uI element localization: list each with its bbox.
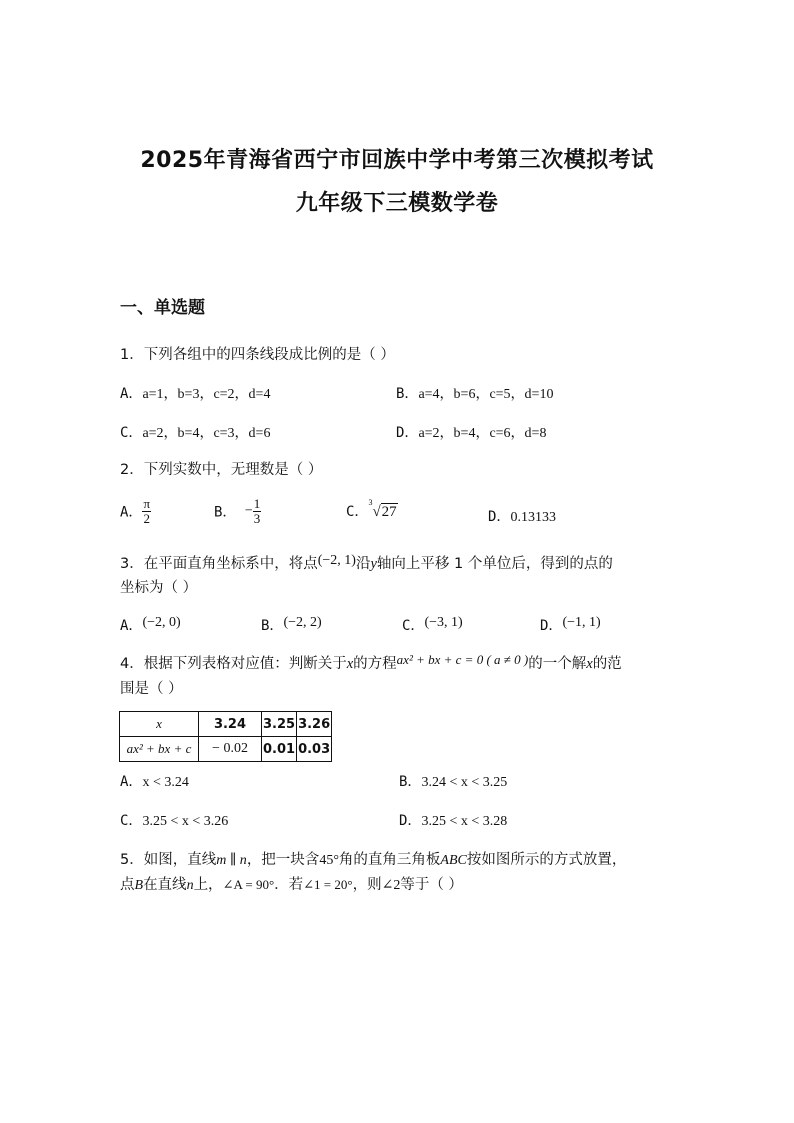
table-cell: 3.26 [297, 712, 332, 737]
q3-axis: y [370, 556, 377, 572]
q5-line2-b: 在直线 [143, 877, 187, 893]
q2-option-c-letter: C． [346, 504, 369, 520]
q3-option-c-text: (−3, 1) [424, 615, 463, 630]
q3-option-a-text: (−2, 0) [142, 615, 181, 630]
q1-option-d-letter: D． [396, 425, 419, 441]
q1-option-d [396, 422, 546, 442]
q5-triangle: ABC [440, 853, 467, 868]
q3-stem-b: 沿 [355, 556, 371, 572]
q1-option-b [396, 383, 553, 403]
exam-title-line2: 九年级下三模数学卷 [295, 191, 499, 216]
q1-option-c [120, 422, 270, 442]
q2-option-a-letter: A． [120, 504, 143, 521]
q4-option-d-text: 3.25 < x < 3.28 [421, 814, 508, 829]
q2-option-d-letter: D． [488, 509, 511, 525]
q4-option-b-text: 3.24 < x < 3.25 [421, 775, 508, 790]
q4-option-b-letter: B． [399, 774, 422, 790]
q2-option-a-den: 2 [143, 511, 150, 526]
q4-option-c-letter: C． [120, 813, 143, 829]
q3-option-b-text: (−2, 2) [283, 615, 322, 630]
q5-line2-c: 上， [193, 877, 223, 893]
table-cell: − 0.02 [199, 737, 262, 762]
q1-stem: 1．下列各组中的四条线段成比例的是（ ） [120, 347, 395, 363]
q4-stem-line1 [120, 652, 622, 673]
q3-option-d-text: (−1, 1) [562, 615, 601, 630]
table-cell: 0.01 [262, 737, 297, 762]
q2-option-b [214, 497, 261, 526]
q2-option-b-fraction [253, 497, 262, 526]
table-row [120, 737, 332, 762]
q4-option-a-letter: A． [120, 774, 143, 790]
q3-stem-c: 轴向上平移 1 个单位后，得到的点的 [376, 556, 613, 572]
q3-option-a [120, 615, 181, 635]
q2-option-c-radicand: 27 [381, 504, 397, 520]
q5-line-n: n [186, 878, 194, 893]
q1-option-a [120, 383, 270, 403]
table-cell: 0.03 [297, 737, 332, 762]
q3-option-c [402, 615, 463, 635]
q3-option-c-letter: C． [402, 618, 425, 634]
table-row [120, 712, 332, 737]
q5-line1-b: ，把一块含 [246, 852, 320, 868]
q4-option-a [120, 771, 189, 791]
q4-option-d-letter: D． [399, 813, 422, 829]
q5-parallel: m ∥ n [216, 853, 247, 868]
q2-option-b-num: 1 [253, 496, 261, 511]
q1-option-b-text: a=4，b=6，c=5，d=10 [418, 387, 554, 402]
q2-stem: 2．下列实数中，无理数是（ ） [120, 462, 323, 478]
q4-stem-b: 的方程 [353, 656, 397, 672]
q1-option-c-letter: C． [120, 425, 143, 441]
q2-option-d-text: 0.13133 [510, 510, 556, 525]
q3-point: (−2, 1) [317, 553, 356, 568]
table-cell: x [120, 712, 199, 737]
radical-sign-icon: √ [372, 504, 381, 520]
q4-stem-d: 的范 [592, 656, 622, 672]
q3-stem-line2: 坐标为（ ） [120, 580, 198, 596]
table-cell: 3.24 [199, 712, 262, 737]
q2-option-b-den: 3 [253, 511, 261, 526]
q2-option-c [346, 498, 398, 521]
section-heading: 一、单选题 [120, 298, 205, 318]
q1-option-c-text: a=2，b=4，c=3，d=6 [142, 426, 271, 441]
q4-value-table [119, 711, 332, 762]
q3-stem-a: 3．在平面直角坐标系中，将点 [120, 556, 318, 572]
q4-option-d [399, 810, 507, 830]
q1-option-a-letter: A． [120, 386, 143, 402]
q4-option-a-text: x < 3.24 [142, 775, 189, 790]
q4-equation: ax² + bx + c = 0 ( a ≠ 0 ) [396, 652, 529, 667]
q2-option-a [120, 497, 151, 526]
q5-angle-2: ∠2 [381, 878, 401, 893]
exam-title-line1: 2025年青海省西宁市回族中学中考第三次模拟考试 [140, 148, 654, 173]
q5-line1-d: 按如图所示的方式放置， [466, 852, 627, 868]
q5-angle-a: ∠A = 90° [222, 877, 275, 892]
q1-option-d-text: a=2，b=4，c=6，d=8 [418, 426, 547, 441]
q3-option-b-letter: B． [261, 618, 284, 634]
q2-option-a-fraction [142, 497, 151, 526]
q2-option-b-letter: B． [214, 504, 237, 521]
q3-option-b [261, 615, 322, 635]
q5-line1-a: 5．如图，直线 [120, 852, 217, 868]
q5-angle-1: ∠1 = 20° [303, 877, 353, 892]
q4-stem-a: 4．根据下列表格对应值：判断关于 [120, 656, 347, 672]
q3-option-d [540, 615, 601, 635]
q2-option-c-index: 3 [368, 498, 373, 507]
q5-line2-f: 等于（ ） [400, 877, 463, 893]
q5-line2-d: ．若 [274, 877, 304, 893]
q4-option-c [120, 810, 228, 830]
q4-stem-line2: 围是（ ） [120, 681, 183, 697]
q5-point-b: B [134, 878, 144, 893]
q3-option-a-letter: A． [120, 618, 143, 634]
q4-stem-c: 的一个解 [528, 656, 587, 672]
q5-angle45: 45° [319, 853, 339, 868]
q4-var-2: x [586, 656, 593, 672]
q2-option-a-num: π [143, 496, 151, 511]
q2-option-d [488, 506, 556, 526]
q4-option-b [399, 771, 507, 791]
q5-line2-e: ，则 [352, 877, 382, 893]
q2-option-c-cube-root [368, 498, 397, 521]
q4-option-c-text: 3.25 < x < 3.26 [142, 814, 229, 829]
q3-option-d-letter: D． [540, 618, 563, 634]
q5-stem-line2 [120, 873, 463, 894]
q1-option-b-letter: B． [396, 386, 419, 402]
q4-var: x [346, 656, 354, 672]
q5-line1-c: 角的直角三角板 [338, 852, 441, 868]
q1-option-a-text: a=1，b=3，c=2，d=4 [142, 387, 271, 402]
q2-option-b-sign: − [244, 503, 253, 519]
table-cell: 3.25 [262, 712, 297, 737]
q5-stem-line1 [120, 848, 626, 869]
table-cell: ax² + bx + c [120, 737, 199, 762]
q5-line2-a: 点 [120, 877, 135, 893]
q3-stem-line1 [120, 552, 613, 573]
